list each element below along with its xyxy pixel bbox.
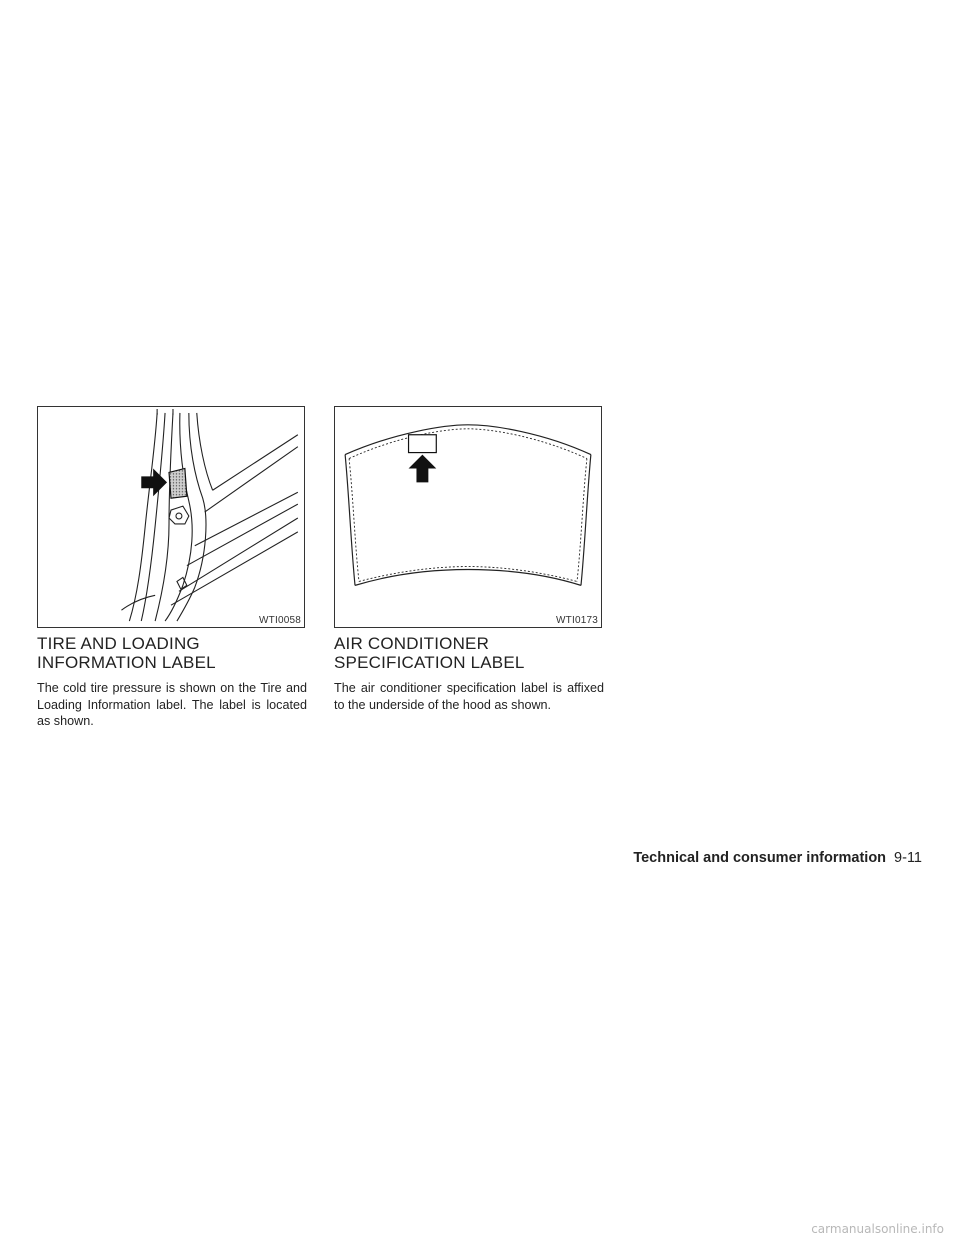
page-number: 9-11 [894,850,922,866]
section-body: The cold tire pressure is shown on the Tire and Loading Information label. The label is located as shown. [37,681,307,728]
page-footer [600,850,922,866]
tire-label-figure [37,406,305,628]
tire-label-patch [169,468,187,498]
figure-code: WTI0058 [259,615,301,626]
hood-illustration [335,407,601,627]
section-title: TIRE AND LOADING INFORMATION LABEL [37,634,216,672]
section-body: The air conditioner specification label is affixed to the underside of the hood as shown. [334,681,604,712]
arrow-right-icon [141,468,167,496]
watermark: carmanualsonline.info [811,1222,944,1236]
section-title: AIR CONDITIONER SPECIFICATION LABEL [334,634,525,672]
figure-code: WTI0173 [556,615,598,626]
arrow-up-icon [409,455,437,483]
footer-section-name: Technical and consumer information [633,850,887,866]
door-pillar-illustration [38,407,304,627]
ac-label-box [409,435,437,453]
ac-label-figure [334,406,602,628]
